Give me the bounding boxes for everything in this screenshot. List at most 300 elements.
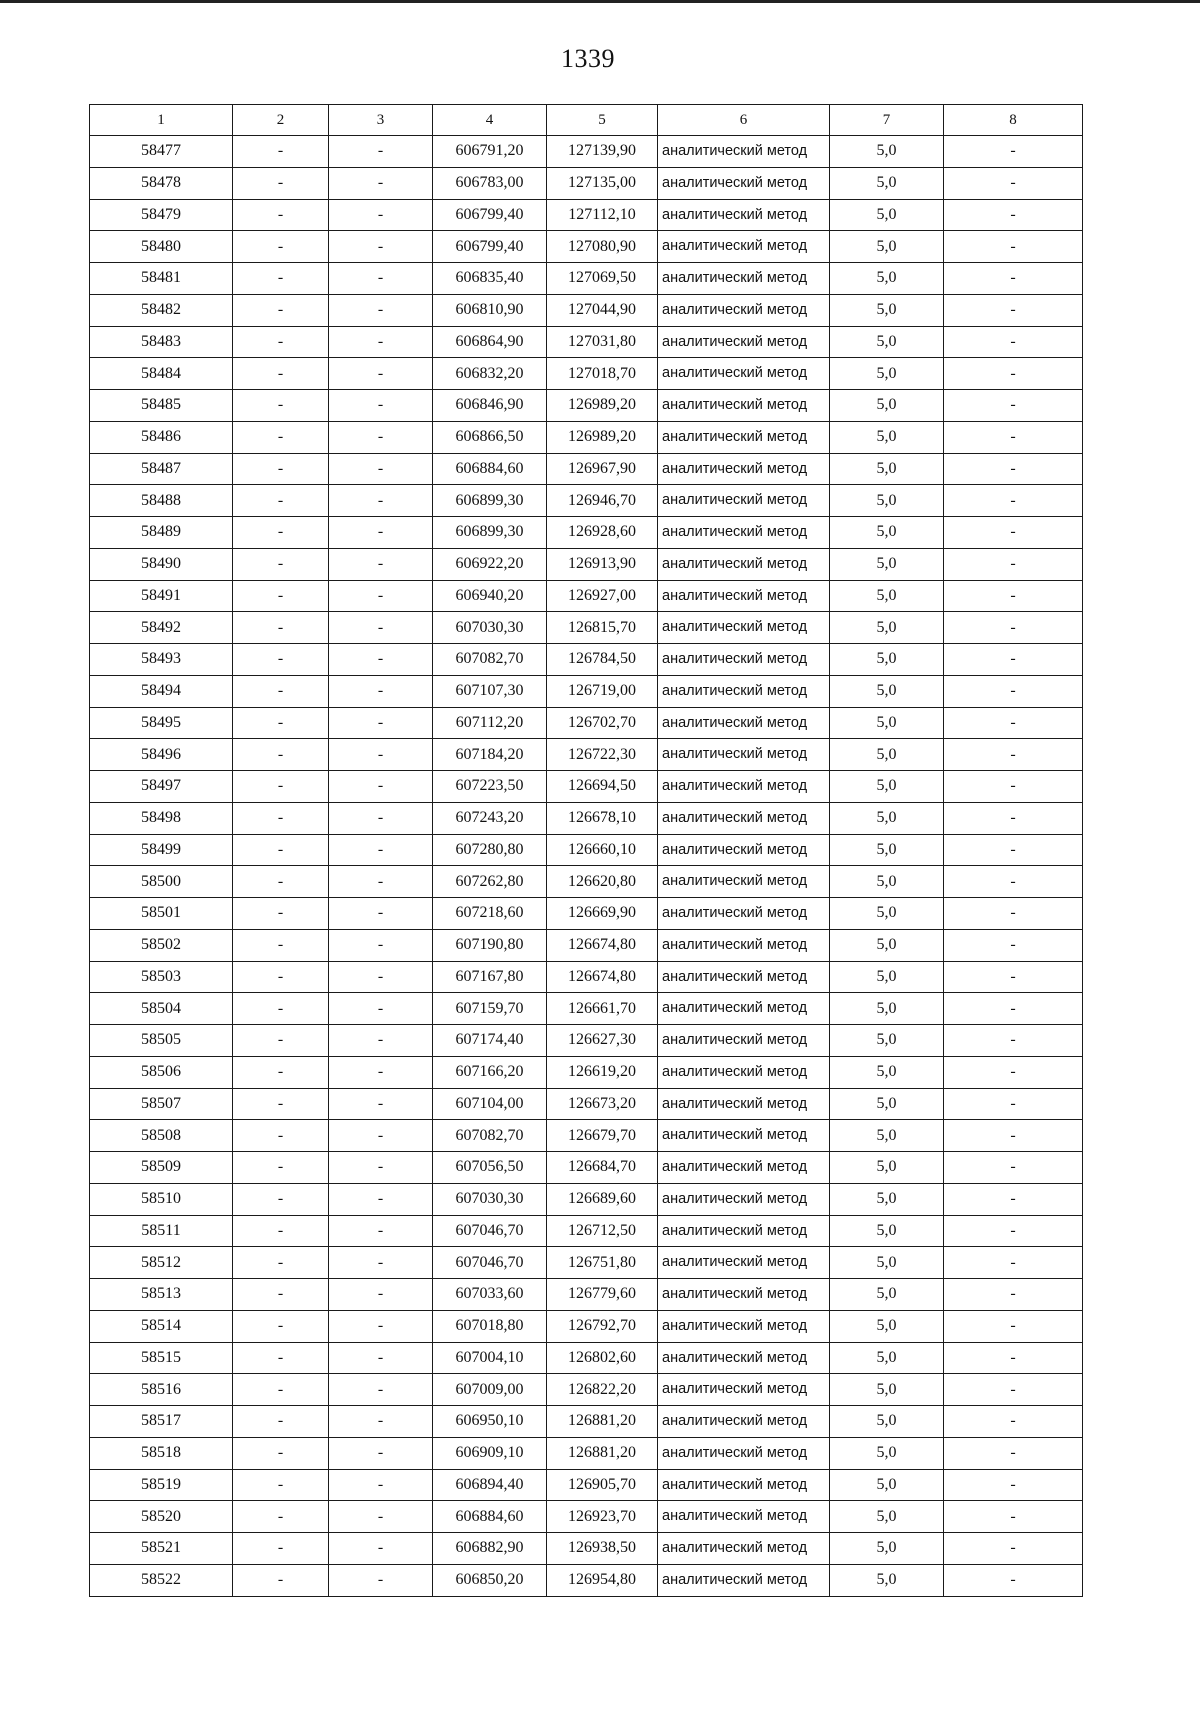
point-number-cell: 58519	[90, 1469, 233, 1501]
coordinate-y-cell: 126913,90	[547, 548, 658, 580]
table-row	[90, 1406, 1083, 1438]
coordinate-x-cell: 607280,80	[433, 834, 547, 866]
point-number-cell: 58489	[90, 517, 233, 549]
col8-cell: -	[944, 1279, 1083, 1311]
accuracy-cell: 5,0	[830, 167, 944, 199]
col3-cell: -	[329, 771, 433, 803]
point-number-cell: 58493	[90, 644, 233, 676]
col3-cell: -	[329, 167, 433, 199]
col8-cell: -	[944, 136, 1083, 168]
point-number-cell: 58483	[90, 326, 233, 358]
col3-cell: -	[329, 199, 433, 231]
col3-cell: -	[329, 136, 433, 168]
coordinate-x-cell: 606940,20	[433, 580, 547, 612]
col8-cell: -	[944, 485, 1083, 517]
accuracy-cell: 5,0	[830, 929, 944, 961]
method-cell: аналитический метод	[658, 199, 830, 231]
accuracy-cell: 5,0	[830, 231, 944, 263]
table-row	[90, 1310, 1083, 1342]
coordinate-y-cell: 127139,90	[547, 136, 658, 168]
method-cell: аналитический метод	[658, 390, 830, 422]
col3-cell: -	[329, 1152, 433, 1184]
col8-cell: -	[944, 834, 1083, 866]
accuracy-cell: 5,0	[830, 834, 944, 866]
method-cell: аналитический метод	[658, 1279, 830, 1311]
method-cell: аналитический метод	[658, 1342, 830, 1374]
accuracy-cell: 5,0	[830, 485, 944, 517]
col3-cell: -	[329, 675, 433, 707]
coordinate-x-cell: 606832,20	[433, 358, 547, 390]
col2-cell: -	[233, 1088, 329, 1120]
col3-cell: -	[329, 1406, 433, 1438]
column-header-3: 3	[329, 105, 433, 136]
col2-cell: -	[233, 1215, 329, 1247]
method-cell: аналитический метод	[658, 1564, 830, 1596]
col2-cell: -	[233, 866, 329, 898]
coordinate-y-cell: 126679,70	[547, 1120, 658, 1152]
accuracy-cell: 5,0	[830, 1120, 944, 1152]
col8-cell: -	[944, 1342, 1083, 1374]
col2-cell: -	[233, 1279, 329, 1311]
point-number-cell: 58508	[90, 1120, 233, 1152]
coordinate-x-cell: 607046,70	[433, 1215, 547, 1247]
point-number-cell: 58504	[90, 993, 233, 1025]
col3-cell: -	[329, 390, 433, 422]
table-row	[90, 453, 1083, 485]
col2-cell: -	[233, 421, 329, 453]
table-row	[90, 1279, 1083, 1311]
coordinate-y-cell: 126779,60	[547, 1279, 658, 1311]
coordinate-x-cell: 607174,40	[433, 1025, 547, 1057]
coordinate-y-cell: 126927,00	[547, 580, 658, 612]
accuracy-cell: 5,0	[830, 675, 944, 707]
col3-cell: -	[329, 1374, 433, 1406]
col3-cell: -	[329, 517, 433, 549]
coordinate-y-cell: 126967,90	[547, 453, 658, 485]
col3-cell: -	[329, 421, 433, 453]
col2-cell: -	[233, 1469, 329, 1501]
coordinate-y-cell: 126989,20	[547, 421, 658, 453]
method-cell: аналитический метод	[658, 421, 830, 453]
method-cell: аналитический метод	[658, 1247, 830, 1279]
point-number-cell: 58478	[90, 167, 233, 199]
col3-cell: -	[329, 993, 433, 1025]
col8-cell: -	[944, 199, 1083, 231]
method-cell: аналитический метод	[658, 1437, 830, 1469]
coordinate-x-cell: 606884,60	[433, 453, 547, 485]
page-number: 1339	[561, 44, 615, 73]
table-row	[90, 390, 1083, 422]
accuracy-cell: 5,0	[830, 1310, 944, 1342]
point-number-cell: 58520	[90, 1501, 233, 1533]
col3-cell: -	[329, 1183, 433, 1215]
point-number-cell: 58485	[90, 390, 233, 422]
method-cell: аналитический метод	[658, 929, 830, 961]
col3-cell: -	[329, 263, 433, 295]
coordinate-x-cell: 607030,30	[433, 1183, 547, 1215]
accuracy-cell: 5,0	[830, 1501, 944, 1533]
accuracy-cell: 5,0	[830, 866, 944, 898]
coordinate-x-cell: 606909,10	[433, 1437, 547, 1469]
col3-cell: -	[329, 1247, 433, 1279]
col8-cell: -	[944, 1056, 1083, 1088]
col3-cell: -	[329, 929, 433, 961]
col8-cell: -	[944, 866, 1083, 898]
col3-cell: -	[329, 453, 433, 485]
table-row	[90, 580, 1083, 612]
coordinate-x-cell: 606783,00	[433, 167, 547, 199]
accuracy-cell: 5,0	[830, 1533, 944, 1565]
point-number-cell: 58509	[90, 1152, 233, 1184]
col8-cell: -	[944, 1152, 1083, 1184]
col8-cell: -	[944, 612, 1083, 644]
coordinate-x-cell: 607243,20	[433, 802, 547, 834]
col3-cell: -	[329, 1501, 433, 1533]
col8-cell: -	[944, 1120, 1083, 1152]
table-row	[90, 1120, 1083, 1152]
method-cell: аналитический метод	[658, 1120, 830, 1152]
coordinate-x-cell: 606850,20	[433, 1564, 547, 1596]
coordinate-x-cell: 607223,50	[433, 771, 547, 803]
col2-cell: -	[233, 167, 329, 199]
coordinate-y-cell: 126802,60	[547, 1342, 658, 1374]
col3-cell: -	[329, 1564, 433, 1596]
coordinate-x-cell: 607218,60	[433, 898, 547, 930]
coordinate-x-cell: 606846,90	[433, 390, 547, 422]
col8-cell: -	[944, 326, 1083, 358]
point-number-cell: 58477	[90, 136, 233, 168]
accuracy-cell: 5,0	[830, 612, 944, 644]
coordinate-y-cell: 126673,20	[547, 1088, 658, 1120]
col8-cell: -	[944, 548, 1083, 580]
col8-cell: -	[944, 1533, 1083, 1565]
col3-cell: -	[329, 866, 433, 898]
col2-cell: -	[233, 580, 329, 612]
point-number-cell: 58516	[90, 1374, 233, 1406]
coordinate-y-cell: 127018,70	[547, 358, 658, 390]
col2-cell: -	[233, 517, 329, 549]
col8-cell: -	[944, 898, 1083, 930]
accuracy-cell: 5,0	[830, 898, 944, 930]
coordinate-x-cell: 606799,40	[433, 199, 547, 231]
accuracy-cell: 5,0	[830, 1025, 944, 1057]
col3-cell: -	[329, 326, 433, 358]
column-header-7: 7	[830, 105, 944, 136]
table-row	[90, 1247, 1083, 1279]
coordinate-y-cell: 126674,80	[547, 929, 658, 961]
col2-cell: -	[233, 993, 329, 1025]
coordinate-y-cell: 126881,20	[547, 1437, 658, 1469]
coordinate-y-cell: 126954,80	[547, 1564, 658, 1596]
col2-cell: -	[233, 294, 329, 326]
table-row	[90, 517, 1083, 549]
coordinate-y-cell: 126815,70	[547, 612, 658, 644]
point-number-cell: 58501	[90, 898, 233, 930]
method-cell: аналитический метод	[658, 675, 830, 707]
coordinate-y-cell: 126689,60	[547, 1183, 658, 1215]
col3-cell: -	[329, 1056, 433, 1088]
col2-cell: -	[233, 1501, 329, 1533]
col3-cell: -	[329, 612, 433, 644]
point-number-cell: 58487	[90, 453, 233, 485]
coordinate-x-cell: 607082,70	[433, 644, 547, 676]
coordinate-y-cell: 126905,70	[547, 1469, 658, 1501]
col2-cell: -	[233, 1025, 329, 1057]
accuracy-cell: 5,0	[830, 739, 944, 771]
col8-cell: -	[944, 421, 1083, 453]
col8-cell: -	[944, 517, 1083, 549]
col3-cell: -	[329, 1088, 433, 1120]
col8-cell: -	[944, 1025, 1083, 1057]
point-number-cell: 58507	[90, 1088, 233, 1120]
coordinate-y-cell: 126684,70	[547, 1152, 658, 1184]
table-row	[90, 1183, 1083, 1215]
point-number-cell: 58506	[90, 1056, 233, 1088]
table-row	[90, 1215, 1083, 1247]
col2-cell: -	[233, 929, 329, 961]
col2-cell: -	[233, 548, 329, 580]
col2-cell: -	[233, 199, 329, 231]
col2-cell: -	[233, 231, 329, 263]
coordinate-y-cell: 126619,20	[547, 1056, 658, 1088]
table-row	[90, 421, 1083, 453]
coordinate-x-cell: 607004,10	[433, 1342, 547, 1374]
coordinate-y-cell: 126712,50	[547, 1215, 658, 1247]
table-row	[90, 1374, 1083, 1406]
col3-cell: -	[329, 1215, 433, 1247]
accuracy-cell: 5,0	[830, 421, 944, 453]
coordinate-y-cell: 127044,90	[547, 294, 658, 326]
col8-cell: -	[944, 675, 1083, 707]
coordinate-x-cell: 607056,50	[433, 1152, 547, 1184]
col8-cell: -	[944, 961, 1083, 993]
coordinate-y-cell: 127031,80	[547, 326, 658, 358]
table-row	[90, 644, 1083, 676]
col2-cell: -	[233, 1152, 329, 1184]
table-row	[90, 294, 1083, 326]
table-row	[90, 834, 1083, 866]
table-row	[90, 1501, 1083, 1533]
point-number-cell: 58494	[90, 675, 233, 707]
accuracy-cell: 5,0	[830, 580, 944, 612]
col3-cell: -	[329, 739, 433, 771]
table-row	[90, 961, 1083, 993]
point-number-cell: 58491	[90, 580, 233, 612]
col3-cell: -	[329, 1310, 433, 1342]
point-number-cell: 58510	[90, 1183, 233, 1215]
accuracy-cell: 5,0	[830, 358, 944, 390]
accuracy-cell: 5,0	[830, 326, 944, 358]
method-cell: аналитический метод	[658, 739, 830, 771]
col2-cell: -	[233, 1183, 329, 1215]
table-row	[90, 167, 1083, 199]
table-row	[90, 1469, 1083, 1501]
accuracy-cell: 5,0	[830, 548, 944, 580]
col2-cell: -	[233, 1310, 329, 1342]
coordinate-y-cell: 126928,60	[547, 517, 658, 549]
coordinate-x-cell: 607262,80	[433, 866, 547, 898]
method-cell: аналитический метод	[658, 1533, 830, 1565]
col3-cell: -	[329, 1342, 433, 1374]
coordinate-x-cell: 606866,50	[433, 421, 547, 453]
coordinate-y-cell: 126792,70	[547, 1310, 658, 1342]
col3-cell: -	[329, 1469, 433, 1501]
coordinate-y-cell: 126989,20	[547, 390, 658, 422]
table-body	[90, 136, 1083, 1597]
method-cell: аналитический метод	[658, 1215, 830, 1247]
method-cell: аналитический метод	[658, 993, 830, 1025]
col3-cell: -	[329, 802, 433, 834]
coordinate-x-cell: 607159,70	[433, 993, 547, 1025]
col2-cell: -	[233, 1056, 329, 1088]
point-number-cell: 58502	[90, 929, 233, 961]
method-cell: аналитический метод	[658, 866, 830, 898]
col8-cell: -	[944, 1501, 1083, 1533]
coordinate-y-cell: 127069,50	[547, 263, 658, 295]
coordinate-y-cell: 126660,10	[547, 834, 658, 866]
table-row	[90, 548, 1083, 580]
column-header-8: 8	[944, 105, 1083, 136]
table-row	[90, 1056, 1083, 1088]
point-number-cell: 58513	[90, 1279, 233, 1311]
coordinate-y-cell: 126751,80	[547, 1247, 658, 1279]
accuracy-cell: 5,0	[830, 517, 944, 549]
point-number-cell: 58488	[90, 485, 233, 517]
method-cell: аналитический метод	[658, 612, 830, 644]
column-header-4: 4	[433, 105, 547, 136]
table-row	[90, 485, 1083, 517]
accuracy-cell: 5,0	[830, 390, 944, 422]
coordinate-x-cell: 607107,30	[433, 675, 547, 707]
col8-cell: -	[944, 707, 1083, 739]
col8-cell: -	[944, 739, 1083, 771]
coordinate-y-cell: 126938,50	[547, 1533, 658, 1565]
coordinate-y-cell: 126627,30	[547, 1025, 658, 1057]
coordinate-y-cell: 126674,80	[547, 961, 658, 993]
col2-cell: -	[233, 358, 329, 390]
col3-cell: -	[329, 358, 433, 390]
coordinates-table	[89, 104, 1083, 1597]
accuracy-cell: 5,0	[830, 1247, 944, 1279]
col2-cell: -	[233, 453, 329, 485]
col2-cell: -	[233, 644, 329, 676]
col8-cell: -	[944, 294, 1083, 326]
col3-cell: -	[329, 961, 433, 993]
point-number-cell: 58511	[90, 1215, 233, 1247]
col3-cell: -	[329, 898, 433, 930]
table-row	[90, 1088, 1083, 1120]
col8-cell: -	[944, 1215, 1083, 1247]
method-cell: аналитический метод	[658, 485, 830, 517]
coordinate-x-cell: 607033,60	[433, 1279, 547, 1311]
col2-cell: -	[233, 675, 329, 707]
method-cell: аналитический метод	[658, 1056, 830, 1088]
coordinate-y-cell: 126923,70	[547, 1501, 658, 1533]
point-number-cell: 58503	[90, 961, 233, 993]
table-row	[90, 771, 1083, 803]
coordinate-y-cell: 126881,20	[547, 1406, 658, 1438]
coordinate-x-cell: 607166,20	[433, 1056, 547, 1088]
accuracy-cell: 5,0	[830, 1215, 944, 1247]
method-cell: аналитический метод	[658, 707, 830, 739]
col2-cell: -	[233, 612, 329, 644]
col8-cell: -	[944, 453, 1083, 485]
table-row	[90, 1564, 1083, 1596]
method-cell: аналитический метод	[658, 1088, 830, 1120]
coordinate-y-cell: 126620,80	[547, 866, 658, 898]
point-number-cell: 58521	[90, 1533, 233, 1565]
col2-cell: -	[233, 1247, 329, 1279]
method-cell: аналитический метод	[658, 453, 830, 485]
column-header-6: 6	[658, 105, 830, 136]
method-cell: аналитический метод	[658, 263, 830, 295]
table-row	[90, 136, 1083, 168]
col8-cell: -	[944, 1088, 1083, 1120]
col3-cell: -	[329, 231, 433, 263]
method-cell: аналитический метод	[658, 1406, 830, 1438]
col8-cell: -	[944, 1183, 1083, 1215]
table-row	[90, 612, 1083, 644]
col3-cell: -	[329, 580, 433, 612]
accuracy-cell: 5,0	[830, 263, 944, 295]
method-cell: аналитический метод	[658, 771, 830, 803]
coordinate-x-cell: 607030,30	[433, 612, 547, 644]
coordinate-x-cell: 607167,80	[433, 961, 547, 993]
accuracy-cell: 5,0	[830, 1469, 944, 1501]
point-number-cell: 58500	[90, 866, 233, 898]
coordinate-x-cell: 606922,20	[433, 548, 547, 580]
coordinate-y-cell: 126702,70	[547, 707, 658, 739]
coordinate-y-cell: 126784,50	[547, 644, 658, 676]
col2-cell: -	[233, 771, 329, 803]
col2-cell: -	[233, 485, 329, 517]
accuracy-cell: 5,0	[830, 1437, 944, 1469]
col2-cell: -	[233, 739, 329, 771]
method-cell: аналитический метод	[658, 580, 830, 612]
col8-cell: -	[944, 771, 1083, 803]
col2-cell: -	[233, 834, 329, 866]
accuracy-cell: 5,0	[830, 993, 944, 1025]
coordinate-x-cell: 606899,30	[433, 485, 547, 517]
point-number-cell: 58512	[90, 1247, 233, 1279]
accuracy-cell: 5,0	[830, 1374, 944, 1406]
column-header-2: 2	[233, 105, 329, 136]
col2-cell: -	[233, 326, 329, 358]
col2-cell: -	[233, 136, 329, 168]
accuracy-cell: 5,0	[830, 802, 944, 834]
col8-cell: -	[944, 929, 1083, 961]
col3-cell: -	[329, 644, 433, 676]
col8-cell: -	[944, 358, 1083, 390]
method-cell: аналитический метод	[658, 1374, 830, 1406]
method-cell: аналитический метод	[658, 548, 830, 580]
point-number-cell: 58492	[90, 612, 233, 644]
method-cell: аналитический метод	[658, 961, 830, 993]
column-header-5: 5	[547, 105, 658, 136]
accuracy-cell: 5,0	[830, 1406, 944, 1438]
method-cell: аналитический метод	[658, 1152, 830, 1184]
col8-cell: -	[944, 993, 1083, 1025]
point-number-cell: 58486	[90, 421, 233, 453]
coordinate-x-cell: 606899,30	[433, 517, 547, 549]
coordinate-x-cell: 607104,00	[433, 1088, 547, 1120]
col2-cell: -	[233, 1533, 329, 1565]
col2-cell: -	[233, 1374, 329, 1406]
col2-cell: -	[233, 707, 329, 739]
col3-cell: -	[329, 1279, 433, 1311]
coordinate-x-cell: 606799,40	[433, 231, 547, 263]
coordinate-x-cell: 607018,80	[433, 1310, 547, 1342]
